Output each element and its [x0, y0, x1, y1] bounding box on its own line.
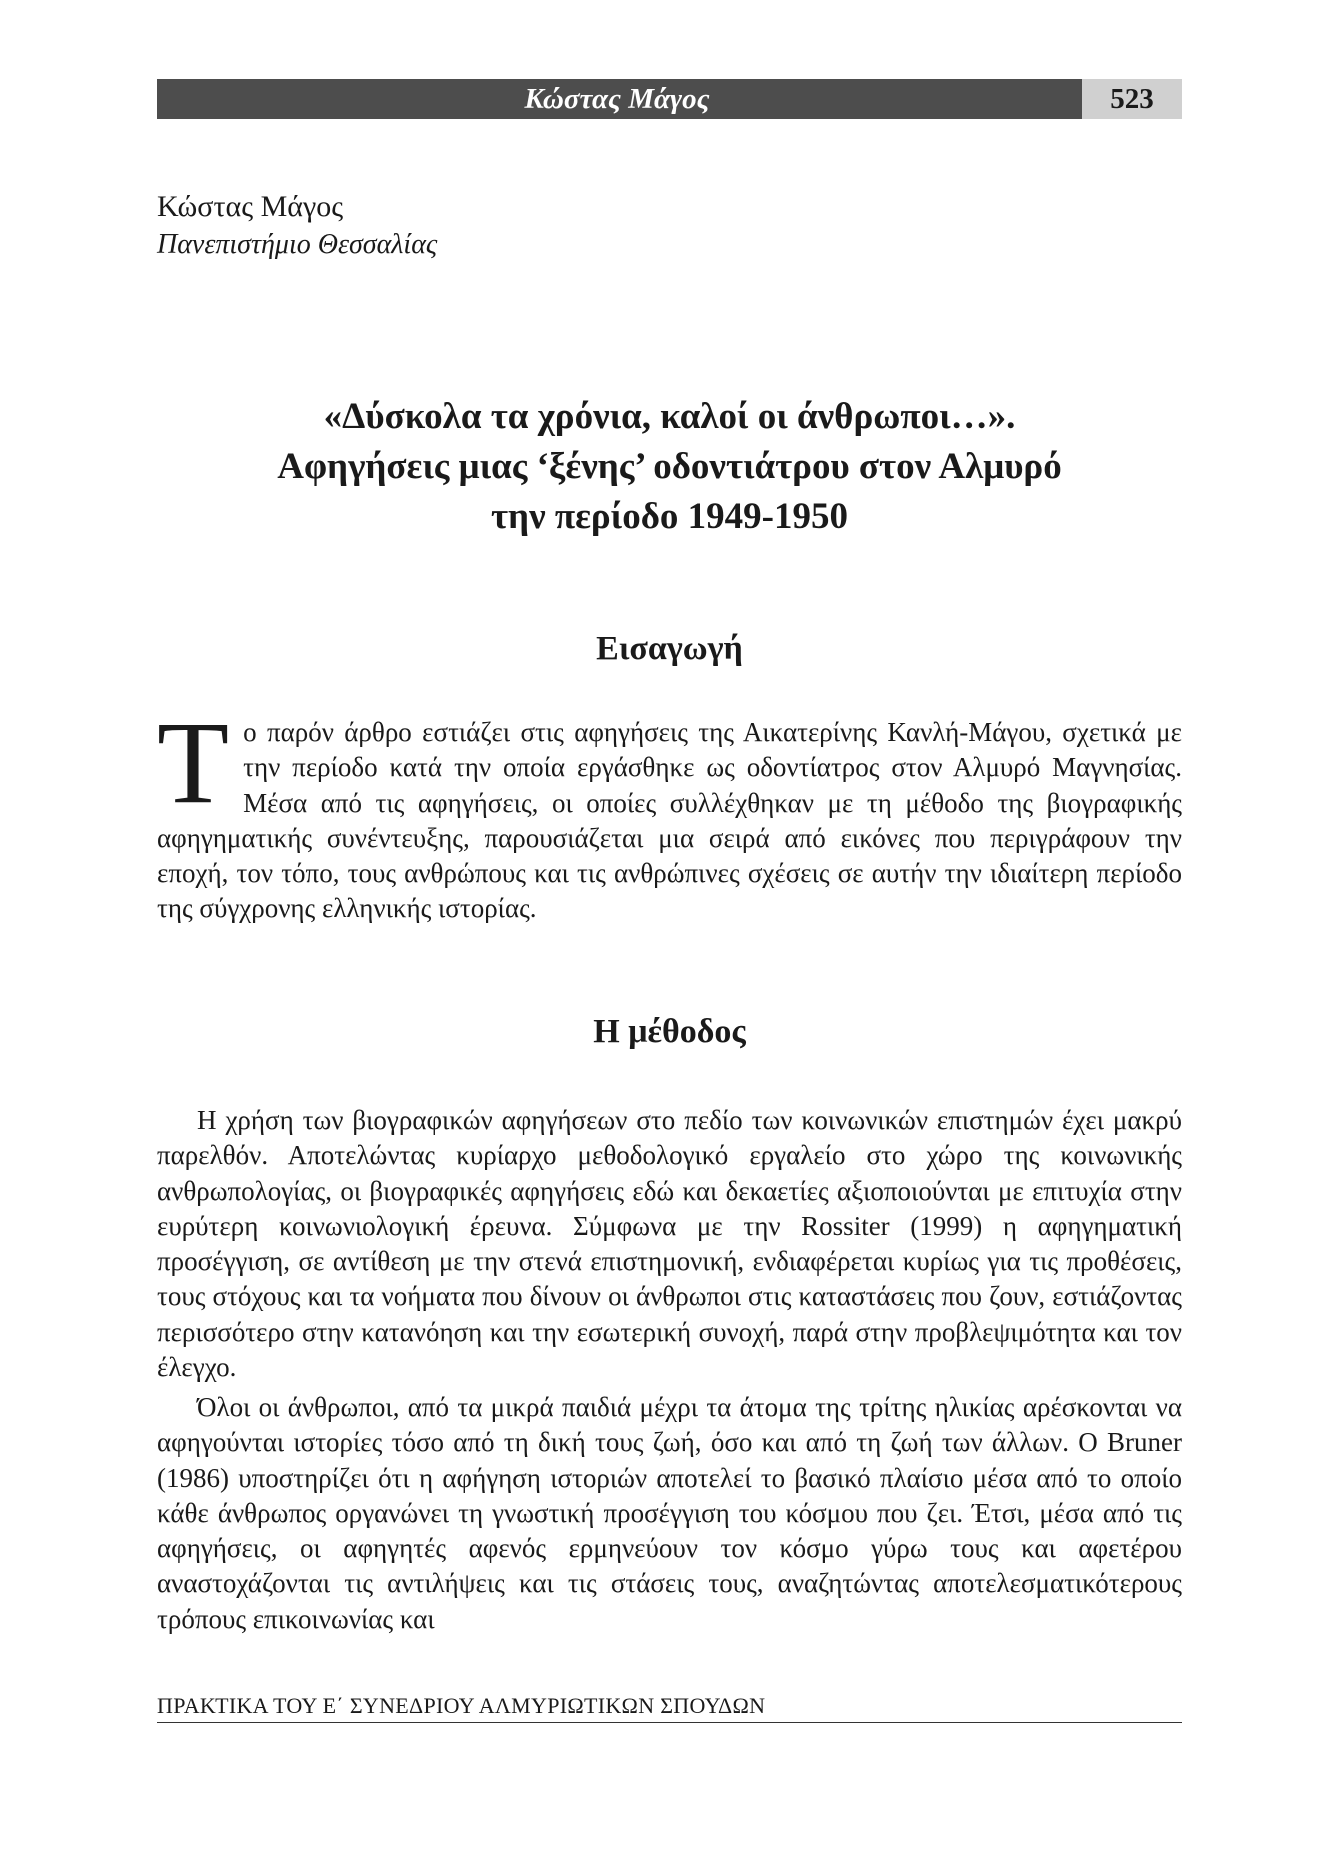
method-paragraph-1: Η χρήση των βιογραφικών αφηγήσεων στο πεδίο των κοινωνικών επιστημών έχει μακρύ παρελθόν. Αποτελώντας κυρίαρχο μεθοδολογικό εργαλείο στο χώρο της κοινωνικής ανθρωπολογίας, οι βιογραφικές αφηγήσεις εδώ και δεκαετίες αξιοποιούνται με επιτυχία στην ευρύτερη κοινωνιολογική έρευνα. Σύμφωνα με την Rossiter (1999) η αφηγηματική προσέγγιση, σε αντίθεση με την στενά επιστημονική, ενδιαφέρεται κυρίως για τις προθέσεις, τους στόχους και τα νοήματα που δίνουν οι άνθρωποι στις καταστάσεις που ζουν, εστιάζοντας περισσότερο στην κατανόηση και την εσωτερική συνοχή, παρά στην προβλεψιμότητα και τον έλεγχο.	[157, 1105, 1182, 1383]
drop-cap: Τ	[157, 697, 230, 828]
article-title	[157, 392, 1182, 542]
author-affiliation: Πανεπιστήμιο Θεσσαλίας	[157, 229, 438, 260]
intro-paragraph	[157, 697, 1182, 927]
title-line-1: «Δύσκολα τα χρόνια, καλοί οι άνθρωποι…».	[323, 396, 1016, 437]
footer-divider	[157, 1722, 1182, 1723]
running-title: Κώστας Μάγος	[524, 83, 710, 115]
section-heading-method: Η μέθοδος	[593, 1013, 746, 1050]
footer-proceedings-title: ΠΡΑΚΤΙΚΑ ΤΟΥ Ε΄ ΣΥΝΕΔΡΙΟΥ ΑΛΜΥΡΙΩΤΙΚΩΝ ΣΠΟΥΔΩΝ	[157, 1693, 766, 1718]
page-number: 523	[1082, 79, 1182, 119]
title-line-2: Αφηγήσεις μιας ‘ξένης’ οδοντιάτρου στον Αλμυρό	[277, 446, 1062, 487]
author-name: Κώστας Μάγος	[157, 190, 344, 223]
section-heading-intro: Εισαγωγή	[596, 630, 743, 667]
intro-text: ο παρόν άρθρο εστιάζει στις αφηγήσεις της Αικατερίνης Κανλή-Μάγου, σχετικά με την περίοδο κατά την οποία εργάσθηκε ως οδοντίατρος στον Αλμυρό Μαγνησίας. Μέσα από τις αφηγήσεις, οι οποίες συλλέχθηκαν με τη μέθοδο της βιογραφικής αφηγηματικής συνέντευξης, παρουσιάζεται μια σειρά από εικόνες που περιγράφουν την εποχή, τον τόπο, τους ανθρώπους και τις ανθρώπινες σχέσεις σε αυτήν την ιδιαίτερη περίοδο της σύγχρονης ελληνικής ιστορίας.	[157, 717, 1182, 924]
method-paragraph-2: Όλοι οι άνθρωποι, από τα μικρά παιδιά μέχρι τα άτομα της τρίτης ηλικίας αρέσκονται να αφηγούνται ιστορίες τόσο από τη δική τους ζωή, όσο και από τη ζωή των άλλων. Ο Bruner (1986) υποστηρίζει ότι η αφήγηση ιστοριών αποτελεί το βασικό πλαίσιο μέσα από το οποίο κάθε άνθρωπος οργανώνει τη γνωστική προσέγγιση του κόσμου που ζει. Έτσι, μέσα από τις αφηγήσεις, οι αφηγητές αφενός ερμηνεύουν τον κόσμο γύρω τους και αφετέρου αναστοχάζονται τις αντιλήψεις και τις στάσεις τους, αναζητώντας αποτελεσματικότερους τρόπους επικοινωνίας και	[157, 1392, 1182, 1634]
title-line-3: την περίοδο 1949-1950	[491, 496, 848, 537]
running-header	[157, 79, 1182, 119]
